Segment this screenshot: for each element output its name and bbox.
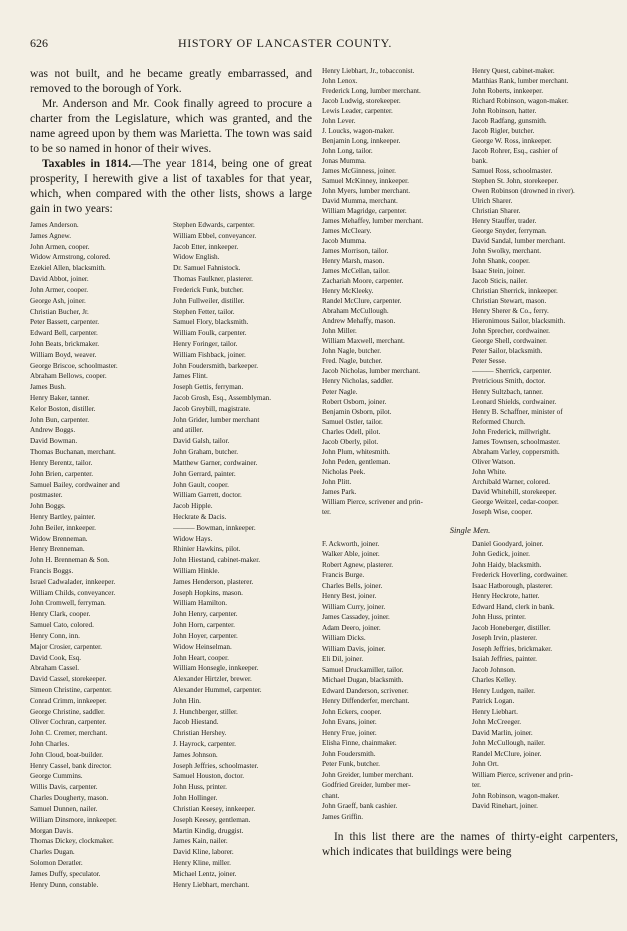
name-entry: George Weitzel, cedar-cooper. — [472, 497, 559, 506]
name-entry: Francis Boggs. — [30, 567, 74, 575]
name-entry: Joseph Jeffries, schoolmaster. — [173, 761, 259, 770]
name-entry: John Brien, carpenter. — [30, 469, 94, 478]
name-entry: William Hinkle. — [173, 567, 220, 575]
name-entry: ——— Sherrick, carpenter. — [472, 367, 552, 376]
name-entry: James McGinness, joiner. — [322, 167, 396, 176]
name-entry: John Greider, lumber merchant. — [322, 770, 414, 779]
name-entry: John Charles. — [30, 740, 70, 748]
name-entry: Samuel Druckamiller, tailor. — [322, 665, 404, 674]
name-entry: George Snyder, ferryman. — [472, 227, 547, 236]
name-entry: Pretricious Smith, doctor. — [472, 377, 546, 386]
name-entry: David Bowman. — [30, 437, 78, 446]
name-entry: Jacob Sticis, nailer. — [472, 277, 528, 286]
name-entry: James Duffy, speculator. — [30, 869, 101, 878]
name-entry: Willis Davis, carpenter. — [30, 783, 98, 792]
name-entry: Henry Conn, inn. — [30, 631, 80, 640]
name-entry: Jacob Etter, innkeeper. — [173, 242, 239, 251]
name-entry: Henry Brenneman. — [30, 545, 85, 554]
name-entry: Henry Sultzbach, tanner. — [472, 387, 544, 396]
name-entry: John McCullough, nailer. — [472, 739, 546, 748]
name-entry: Henry Diffenderfer, merchant. — [322, 697, 410, 706]
name-entry: Henry Marsh, mason. — [322, 257, 385, 266]
name-entry: John Hin. — [173, 696, 201, 705]
name-entry: William Childs, conveyancer. — [30, 588, 116, 597]
name-entry: Isaiah Jeffries, painter. — [472, 655, 537, 664]
name-entry: Jacob Hiestand. — [173, 718, 219, 727]
name-entry: Walker Able, joiner. — [322, 550, 380, 559]
name-entry: Widow Hays. — [173, 534, 213, 543]
name-entry: chant. — [322, 791, 340, 800]
name-entry: Peter Sailor, blacksmith. — [472, 347, 543, 356]
name-entry: William Magridge, carpenter. — [322, 207, 407, 216]
name-entry: Henry Ludgen, nailer. — [472, 686, 536, 695]
single-men-heading: Single Men. — [449, 524, 491, 535]
name-entry: postmaster. — [30, 491, 63, 500]
name-entry: John Henry, carpenter. — [173, 610, 238, 619]
name-entry: Solomon Deratler. — [30, 858, 83, 867]
name-entry: John Hoyer, carpenter. — [173, 631, 238, 640]
name-entry: Samuel Ross, schoolmaster. — [472, 167, 553, 176]
name-entry: John Graham, butcher. — [173, 448, 239, 457]
name-entry: David Cassel, storekeeper. — [30, 675, 107, 684]
name-entry: Widow English. — [173, 253, 220, 262]
name-entry: William Dinsmore, innkeeper. — [30, 815, 117, 824]
name-entry: Jacob Hipple. — [173, 502, 213, 511]
name-entry: Israel Cadwalader, innkeeper. — [30, 577, 116, 586]
name-entry: Henry Sherer & Co., ferry. — [472, 307, 549, 316]
name-entry: John Grider, lumber merchant — [173, 415, 260, 424]
name-entry: Stephen Fetter, tailor. — [173, 307, 235, 316]
name-list-column-1 — [30, 220, 169, 890]
name-list-column-4 — [472, 66, 618, 517]
name-entry: Edward Hand, clerk in bank. — [472, 602, 555, 611]
name-entry: John Shank, cooper. — [472, 257, 530, 266]
name-entry: William Garrett, doctor. — [173, 491, 242, 500]
name-entry: Ulrich Sharer. — [472, 197, 513, 206]
name-entry: Samuel Flory, blacksmith. — [173, 318, 249, 327]
name-entry: Robert Agnew, plasterer. — [322, 560, 393, 569]
name-entry: Adam Deero, joiner. — [322, 623, 381, 632]
name-entry: Charles Bells, joiner. — [322, 581, 383, 590]
taxables-name-list — [30, 220, 312, 890]
name-entry: Thomas Faulkner, plasterer. — [173, 275, 253, 284]
name-entry: John Beiler, innkeeper. — [30, 523, 96, 532]
name-entry: Matthias Rank, lumber merchant. — [472, 77, 569, 86]
name-entry: Christian Stewart, mason. — [472, 297, 547, 306]
name-entry: Matthew Garner, cordwainer. — [173, 458, 258, 467]
name-entry: James Henderson, plasterer. — [173, 577, 254, 586]
name-entry: Henry Bartley, painter. — [30, 512, 96, 521]
name-entry: Peter Nagle. — [322, 387, 358, 396]
name-entry: Richard Robinson, wagon-maker. — [472, 97, 569, 106]
name-entry: Zachariah Moore, carpenter. — [322, 277, 404, 286]
name-entry: Henry B. Schaffner, minister of — [472, 407, 563, 416]
name-entry: John Sprecher, cordwainer. — [472, 327, 550, 336]
name-entry: John Gedick, joiner. — [472, 550, 530, 559]
name-entry: William Dicks. — [322, 634, 366, 643]
name-entry: John Cloud, boat-builder. — [30, 750, 104, 759]
name-entry: Benjamin Long, innkeeper. — [322, 137, 401, 146]
name-entry: James Park. — [322, 487, 357, 496]
name-entry: Samuel McKinney, innkeeper. — [322, 177, 409, 186]
name-entry: David Mumma, merchant. — [322, 197, 398, 206]
taxables-heading: Taxables in 1814. — [42, 157, 132, 170]
name-entry: John Hollinger. — [173, 794, 218, 803]
name-entry: William Honsegle, innkeeper. — [173, 664, 259, 673]
name-entry: Jonas Mumma. — [322, 157, 366, 166]
name-entry: Hieronimous Sailor, blacksmith. — [472, 317, 566, 326]
name-entry: Morgan Davis. — [30, 826, 73, 835]
name-entry: Randel McClure, joiner. — [472, 749, 542, 758]
name-entry: Jacob Radfang, gunsmith. — [472, 117, 547, 126]
name-entry: James McCellan, tailor. — [322, 267, 390, 276]
name-entry: Simeon Christine, carpenter. — [30, 685, 112, 694]
name-list-column-3 — [322, 66, 468, 517]
single-men-column-2 — [472, 539, 618, 823]
name-entry: John Bun, carpenter. — [30, 415, 90, 424]
name-entry: Patrick Logan. — [472, 697, 515, 706]
name-entry: F. Ackworth, joiner. — [322, 539, 380, 548]
name-entry: Andrew Mehaffy, mason. — [322, 317, 396, 326]
name-entry: John Plum, whitesmith. — [322, 447, 390, 456]
name-entry: Thomas Dickey, clockmaker. — [30, 837, 114, 846]
name-entry: James Anderson. — [30, 221, 79, 229]
name-entry: Jacob Grosh, Esq., Assemblyman. — [173, 394, 272, 402]
taxables-paragraph — [30, 156, 312, 216]
name-entry: John Gault, cooper. — [173, 480, 229, 489]
name-entry: Abraham McCullough. — [322, 307, 389, 316]
name-entry: John Horn, carpenter. — [173, 621, 235, 630]
name-entry: John Boggs. — [30, 502, 66, 511]
name-entry: Robert Osborn, joiner. — [322, 397, 387, 406]
name-entry: Kelor Boston, distiller. — [30, 404, 96, 413]
name-entry: James Townsen, schoolmaster. — [472, 437, 560, 446]
name-entry: Widow Armstrong, colored. — [30, 253, 111, 262]
name-entry: George Ash, joiner. — [30, 296, 86, 305]
name-entry: Peter Funk, butcher. — [322, 760, 380, 769]
name-entry: Owen Robinson (drowned in river). — [472, 187, 575, 196]
name-entry: Joseph Keesey, gentleman. — [173, 815, 251, 824]
name-list-column-2 — [173, 220, 312, 890]
name-entry: William Pierce, scrivener and prin- — [322, 497, 423, 506]
name-entry: William Foulk, carpenter. — [173, 329, 247, 338]
intro-paragraph-1: was not built, and he became greatly embarrassed, and removed to the borough of York. — [30, 67, 312, 95]
name-entry: Henry Dunn, constable. — [30, 880, 99, 889]
name-entry: ter. — [472, 781, 481, 790]
name-entry: Joseph Jeffries, brickmaker. — [472, 644, 553, 653]
name-entry: Jacob Honeberger, distiller. — [472, 623, 551, 632]
name-entry: John Frederick, millwright. — [472, 427, 551, 436]
name-entry: Stephen Edwards, carpenter. — [173, 221, 255, 229]
single-men-list — [322, 539, 618, 823]
name-entry: John McCreeger. — [472, 718, 522, 727]
name-entry: Jacob Ludwig, storekeeper. — [322, 97, 401, 106]
name-entry: Samuel Ostler, tailor. — [322, 417, 383, 426]
page-header — [30, 36, 440, 52]
name-entry: Edward Danderson, scrivener. — [322, 686, 409, 695]
name-entry: George W. Ross, innkeeper. — [472, 137, 552, 146]
name-entry: Christian Sharer. — [472, 207, 521, 216]
name-entry: Daniel Goodyard, joiner. — [472, 539, 544, 548]
name-entry: James Agnew. — [30, 231, 72, 240]
name-entry: Samuel Bailey, cordwainer and — [30, 480, 120, 489]
name-entry: John Heart, cooper. — [173, 653, 229, 662]
name-entry: David Rinehart, joiner. — [472, 802, 538, 811]
name-entry: ter. — [322, 507, 331, 516]
name-entry: John Ort. — [472, 760, 499, 769]
name-entry: Stephen St. John, storekeeper. — [472, 177, 559, 186]
name-entry: Abraham Varley, coppersmith. — [472, 447, 560, 456]
name-entry: Henry McKleeky. — [322, 287, 374, 296]
name-entry: Oliver Cochran, carpenter. — [30, 718, 107, 727]
name-entry: Henry Quest, cabinet-maker. — [472, 67, 555, 75]
name-entry: Abraham Cassel. — [30, 664, 80, 673]
taxables-name-list-continued — [322, 66, 618, 517]
name-entry: Reformed Church. — [472, 417, 526, 426]
name-entry: George Shell, cordwainer. — [472, 337, 547, 346]
name-entry: Leonard Shields, cordwainer. — [472, 397, 557, 406]
name-entry: Henry Frue, joiner. — [322, 728, 377, 737]
name-entry: Henry Liebhart. — [472, 707, 518, 716]
name-entry: David Kline, laborer. — [173, 848, 234, 857]
name-entry: John Miller. — [322, 327, 357, 336]
name-entry: John Huss, printer. — [472, 613, 526, 622]
name-entry: William Davis, joiner. — [322, 644, 386, 653]
name-entry: Henry Foringer, tailor. — [173, 339, 238, 348]
name-entry: Frederick Funk, butcher. — [173, 285, 244, 294]
name-entry: Francis Burge. — [322, 571, 365, 580]
name-entry: Jacob Johnson. — [472, 665, 516, 674]
name-entry: Henry Baker, tanner. — [30, 394, 90, 402]
name-entry: Samuel Cato, colored. — [30, 621, 94, 630]
intro-paragraph-2: Mr. Anderson and Mr. Cook finally agreed to procure a charter from the Legislature, which was granted, and the name agreed upon by them was Marietta. The town was said to be so named in honor of their wives. — [30, 97, 312, 155]
name-entry: ——— Bowman, innkeeper. — [173, 523, 256, 532]
running-title: HISTORY OF LANCASTER COUNTY. — [178, 36, 392, 50]
name-entry: Charles Kelley. — [472, 676, 517, 685]
name-entry: Henry Liebhart, merchant. — [173, 880, 250, 889]
name-entry: Andrew Boggs. — [30, 426, 76, 435]
name-entry: John Myers, lumber merchant. — [322, 187, 411, 196]
name-entry: William Ebbel, conveyancer. — [173, 231, 257, 240]
name-entry: John Graeff, bank cashier. — [322, 802, 398, 811]
name-entry: Thomas Buchanan, merchant. — [30, 448, 116, 457]
taxables-text: —The year 1814, being one of great prosperity, I herewith give a list of taxables for that year, which, when compared with the other lists, shows a large gain in two years: — [30, 157, 312, 215]
name-entry: Alexander Hummel, carpenter. — [173, 685, 262, 694]
name-entry: David Marlin, joiner. — [472, 728, 533, 737]
name-entry: George Christine, saddler. — [30, 707, 105, 716]
name-entry: Henry Best, joiner. — [322, 592, 377, 601]
name-entry: John Peden, gentleman. — [322, 457, 391, 466]
name-entry: John Gerrard, painter. — [173, 469, 236, 478]
name-entry: and atiller. — [173, 426, 204, 435]
name-entry: John Plitt. — [322, 477, 352, 486]
name-entry: Randel McClure, carpenter. — [322, 297, 402, 306]
name-entry: Joseph Hopkins, mason. — [173, 588, 243, 597]
name-entry: J. Loucks, wagon-maker. — [322, 127, 395, 136]
name-entry: James Johnson. — [173, 750, 218, 759]
name-entry: Dr. Samuel Fahnistock. — [173, 264, 241, 273]
name-entry: Ezekiel Allen, blacksmith. — [30, 264, 106, 273]
name-entry: John Robinson, hatter. — [472, 107, 537, 116]
name-entry: Lewis Leader, carpenter. — [322, 107, 393, 116]
name-entry: James Cassadey, joiner. — [322, 613, 390, 622]
name-entry: James Kain, nailer. — [173, 837, 228, 846]
single-men-column-1 — [322, 539, 468, 823]
name-entry: Peter Bassett, carpenter. — [30, 318, 100, 327]
name-entry: Rhinier Hawkins, pilot. — [173, 545, 241, 554]
name-entry: James Flint. — [173, 372, 208, 381]
name-entry: John Eckers, cooper. — [322, 707, 382, 716]
name-entry: Jacob Rohrer, Esq., cashier of — [472, 147, 558, 156]
name-entry: Henry Nicholas, saddler. — [322, 377, 394, 386]
name-entry: Eli Dil, joiner. — [322, 655, 364, 664]
name-entry: Frederick Hoverling, cordwainer. — [472, 571, 568, 580]
name-entry: Jacob Oberly, pilot. — [322, 437, 379, 446]
name-entry: Jacob Rigler, butcher. — [472, 127, 535, 136]
name-entry: Joseph Irvin, plasterer. — [472, 634, 538, 643]
name-entry: Elisha Finne, chainmaker. — [322, 739, 397, 748]
name-entry: Joseph Wise, cooper. — [472, 507, 533, 516]
name-entry: Widow Heinselman. — [173, 642, 232, 651]
name-entry: George Cummins. — [30, 772, 83, 781]
name-entry: Samuel Houston, doctor. — [173, 772, 245, 781]
name-entry: Jacob Greybill, magistrate. — [173, 404, 251, 413]
name-entry: Alexander Hirtzler, brewer. — [173, 675, 252, 684]
name-entry: John Fullweiler, distiller. — [173, 296, 245, 305]
name-entry: Oliver Watson. — [472, 457, 516, 466]
name-entry: William Fishback, joiner. — [173, 350, 246, 359]
name-entry: Charles Dougherty, mason. — [30, 794, 109, 803]
name-entry: John Nagle, butcher. — [322, 347, 382, 356]
name-entry: Peter Sesse. — [472, 357, 507, 366]
name-entry: William Curry, joiner. — [322, 602, 386, 611]
name-entry: Michael Dugan, blacksmith. — [322, 676, 404, 685]
name-entry: J. Hayrock, carpenter. — [173, 740, 236, 748]
name-entry: John Beats, brickmaker. — [30, 339, 100, 348]
page-number: 626 — [30, 36, 48, 50]
name-entry: Christian Bucher, Jr. — [30, 307, 89, 316]
name-entry: Samuel Dunnen, nailer. — [30, 804, 98, 813]
name-entry: Godfried Greider, lumber mer- — [322, 781, 411, 790]
name-entry: Fred. Nagle, butcher. — [322, 357, 383, 366]
left-column — [30, 66, 312, 890]
name-entry: John Foudersmith. — [322, 749, 376, 758]
name-entry: J. Hunchberger, stiller. — [173, 707, 238, 716]
name-entry: Henry Heckrote, hatter. — [472, 592, 540, 601]
name-entry: John Armen, cooper. — [30, 242, 90, 251]
name-entry: Widow Brenneman. — [30, 534, 88, 543]
name-entry: Christian Hershey. — [173, 729, 227, 738]
name-entry: John Long, tailor. — [322, 147, 373, 156]
name-entry: John C. Cremer, merchant. — [30, 729, 108, 738]
name-entry: John Lenox. — [322, 77, 358, 86]
name-entry: John H. Brenneman & Son. — [30, 556, 110, 565]
name-entry: Henry Liebhart, Jr., tobacconist. — [322, 67, 415, 75]
name-entry: John Robinson, wagon-maker. — [472, 791, 560, 800]
right-column — [322, 66, 618, 872]
name-entry: Michael Lentz, joiner. — [173, 869, 237, 878]
name-entry: David Abbot, joiner. — [30, 275, 89, 284]
name-entry: William Boyd, weaver. — [30, 350, 97, 359]
name-entry: Christian Sherrick, innkeeper. — [472, 287, 558, 296]
name-entry: David Whitehill, storekeeper. — [472, 487, 557, 496]
name-entry: William Hamilton. — [173, 599, 228, 608]
name-entry: James Morrison, tailor. — [322, 247, 389, 256]
name-entry: Isaac Stein, joiner. — [472, 267, 526, 276]
name-entry: James Griffin. — [322, 812, 363, 821]
name-entry: Benjamin Osborn, pilot. — [322, 407, 392, 416]
name-entry: John Haidy, blacksmith. — [472, 560, 542, 569]
name-entry: Frederick Long, lumber merchant. — [322, 87, 421, 96]
name-entry: John Hiestand, cabinet-maker. — [173, 556, 261, 565]
name-entry: James Bush. — [30, 383, 66, 392]
name-entry: bank. — [472, 157, 488, 166]
name-entry: David Cook, Esq. — [30, 653, 82, 662]
name-entry: John Armer, cooper. — [30, 285, 88, 294]
name-entry: William Maxwell, merchant. — [322, 337, 405, 346]
name-entry: William Pierce, scrivener and prin- — [472, 770, 573, 779]
name-entry: Heckrate & Dacis. — [173, 512, 227, 521]
closing-paragraph: In this list there are the names of thirty-eight carpenters, which indicates that buildings were being — [322, 831, 618, 859]
name-entry: John Lever. — [322, 117, 356, 126]
name-entry: James McCleary. — [322, 227, 372, 236]
name-entry: Edward Bell, carpenter. — [30, 329, 98, 338]
name-entry: Henry Cassel, bank director. — [30, 761, 112, 770]
name-entry: Major Crosier, carpenter. — [30, 642, 102, 651]
name-entry: John Swolky, merchant. — [472, 247, 542, 256]
name-entry: Charles Dugan. — [30, 848, 75, 857]
name-entry: Jacob Mumma. — [322, 237, 367, 246]
name-entry: Archibald Warner, colored. — [472, 477, 551, 486]
name-entry: David Galsh, tailor. — [173, 437, 230, 446]
name-entry: Isaac Hatborough, plasterer. — [472, 581, 553, 590]
name-entry: Abraham Bellows, cooper. — [30, 372, 107, 381]
name-entry: Jacob Nicholas, lumber merchant. — [322, 367, 420, 376]
name-entry: John Huss, printer. — [173, 783, 227, 792]
name-entry: Henry Stauffer, trader. — [472, 217, 537, 226]
name-entry: John White. — [472, 467, 507, 476]
name-entry: George Briscoe, schoolmaster. — [30, 361, 118, 370]
name-entry: John Cromwell, ferryman. — [30, 599, 106, 608]
name-entry: David Sandal, lumber merchant. — [472, 237, 566, 246]
name-entry: John Evans, joiner. — [322, 718, 377, 727]
name-entry: Nicholas Peek. — [322, 467, 366, 476]
name-entry: Joseph Gettis, ferryman. — [173, 383, 244, 392]
name-entry: Martin Kindig, druggist. — [173, 826, 244, 835]
name-entry: Henry Berentz, tailor. — [30, 458, 93, 467]
name-entry: Henry Clark, cooper. — [30, 610, 91, 619]
name-entry: Henry Kline, miller. — [173, 858, 231, 867]
name-entry: Conrad Crimm, innkeeper. — [30, 696, 107, 705]
name-entry: John Foudersmith, barkeeper. — [173, 361, 259, 370]
name-entry: Charles Odell, pilot. — [322, 427, 381, 436]
name-entry: Christian Keesey, innkeeper. — [173, 804, 256, 813]
name-entry: John Roberts, innkeeper. — [472, 87, 544, 96]
name-entry: James Mehaffey, lumber merchant. — [322, 217, 423, 226]
